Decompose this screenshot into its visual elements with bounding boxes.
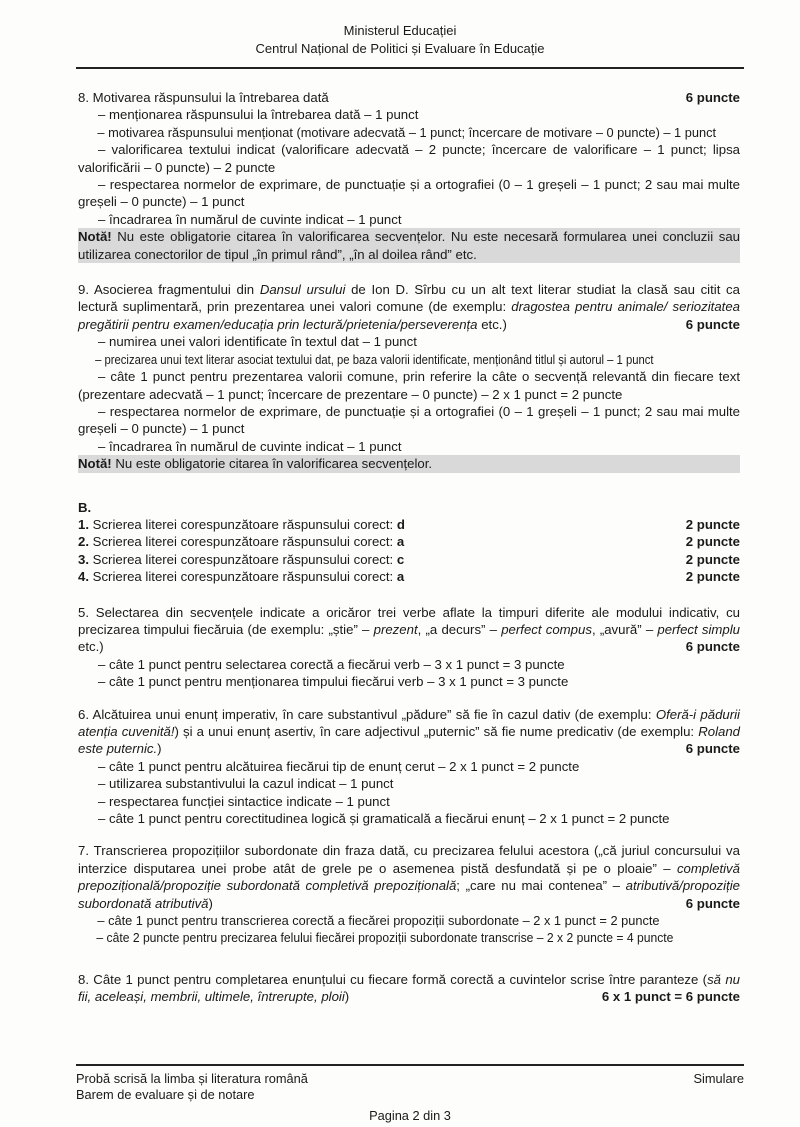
exam-name: Probă scrisă la limba și literatura română — [76, 1071, 308, 1086]
points-value: 6 puncte — [685, 741, 740, 757]
document-body — [0, 89, 800, 1006]
center-name: Centrul Național de Politici și Evaluare în Educație — [255, 40, 545, 56]
answer-letter: c — [396, 551, 405, 567]
item-title — [78, 971, 740, 1006]
criterion-line: – respectarea normelor de exprimare, de punctuație și a ortografiei (0 – 1 greșeli – 1 punct; 2 sau mai multe greșeli – 0 puncte) – 1 punct — [78, 403, 740, 437]
points-value: 2 puncte — [685, 534, 740, 550]
text-segment: 8. Câte 1 punct pentru completarea enunțului cu fiecare formă corectă a cuvintelor scrise între paranteze ( — [78, 971, 708, 987]
italic-segment: Dansul ursului — [259, 282, 346, 298]
criterion-line: – câte 1 punct pentru transcrierea corectă a fiecărei propoziții subordonate – 2 x 1 punct = 2 puncte — [97, 913, 660, 929]
text-segment: ) — [157, 741, 162, 757]
italic-segment: să nu fii, aceleași, membrii, ultimele, întrerupte, ploii — [78, 971, 740, 1005]
document-header — [0, 0, 800, 57]
italic-segment: perfect simplu — [657, 621, 741, 637]
item-title-text: 8. Motivarea răspunsului la întrebarea dată — [78, 90, 329, 105]
answer-row — [78, 533, 740, 550]
criterion-line: – încadrarea în numărul de cuvinte indicat – 1 punct — [98, 211, 402, 227]
section-b — [78, 499, 740, 586]
simulare-label: Simulare — [693, 1071, 744, 1086]
points-value: 6 x 1 punct = 6 puncte — [601, 989, 740, 1005]
italic-segment: atributivă/propoziție subordonată atributivă — [78, 878, 740, 911]
grading-item-b6 — [78, 706, 740, 828]
answer-number: 4. — [78, 569, 89, 585]
criterion-line: – câte 1 punct pentru prezentarea valorii comune, prin referire la câte o secvență relevantă din fiecare text (prezentare adecvată – 1 punct; încercare de prezentare – 0 puncte) – 2 x 1 punct = 2 puncte — [78, 369, 740, 402]
text-segment: ) și a unui enunț asertiv, în care adjectivul „puternic” să fie nume predicativ (de exemplu: — [174, 724, 699, 739]
criterion-line: – câte 1 punct pentru corectitudinea logică și gramaticală a fiecărui enunț – 2 x 1 punct = 2 puncte — [98, 811, 670, 827]
criterion-line: – respectarea normelor de exprimare, de punctuație și a ortografiei (0 – 1 greșeli – 1 punct; 2 sau mai multe greșeli – 0 puncte) – 1 punct — [78, 177, 740, 210]
page-number: Pagina 2 din 3 — [369, 1108, 451, 1123]
note-block — [78, 455, 740, 472]
header-divider — [76, 67, 744, 69]
text-segment: de Ion D. Sîrbu cu un alt text literar studiat la clasă sau citit ca lectură suplimentară, prin prezentarea unei valori comune (de exemplu: — [78, 282, 740, 315]
footer-left — [76, 1071, 308, 1102]
text-segment: ) — [344, 989, 350, 1005]
criterion-line: – câte 1 punct pentru menționarea timpului fiecărui verb – 3 x 1 punct = 3 puncte — [98, 674, 569, 690]
points-value: 6 puncte — [685, 316, 740, 332]
text-segment: 7. Transcrierea propozițiilor subordonate din fraza dată, cu precizarea felului acestora („că juriul concursului va interzice disputarea unei probe atât de grele pe o asemenea pistă desfundată și pe o ploaie” – — [78, 843, 740, 876]
grading-item-a8 — [78, 89, 740, 263]
item-title — [78, 604, 740, 656]
criterion-line: – menționarea răspunsului la întrebarea dată – 1 punct — [98, 107, 419, 123]
italic-segment: Roland este puternic. — [78, 724, 741, 757]
points-value: 6 puncte — [685, 90, 740, 105]
italic-segment: completivă prepozițională/propoziție subordonată completivă prepozițională — [78, 860, 740, 894]
answer-row — [78, 551, 740, 568]
answer-row — [78, 568, 740, 585]
criterion-line: – precizarea unui text literar asociat textului dat, pe baza valorii identificate, menționând titlul și autorul – 1 punct — [95, 351, 654, 367]
item-title — [78, 706, 740, 758]
points-value: 2 puncte — [685, 551, 740, 567]
criterion-line: – respectarea funcției sintactice indicate – 1 punct — [98, 793, 390, 809]
answer-text: Scrierea literei corespunzătoare răspunsului corect: — [89, 551, 397, 567]
text-segment: 9. Asocierea fragmentului din — [78, 282, 260, 298]
criterion-line: – câte 2 puncte pentru precizarea felului fiecărei propoziții subordonate transcrise – 2 x 2 puncte = 4 puncte — [96, 930, 674, 946]
answer-text: Scrierea literei corespunzătoare răspunsului corect: — [89, 534, 397, 550]
grading-item-b8 — [78, 971, 740, 1006]
italic-segment: dragostea pentru animale/ seriozitatea pregătirii pentru examen/educația prin lectură/prietenia/perseverența — [78, 299, 740, 332]
text-segment: 6. Alcătuirea unui enunț imperativ, în care substantivul „pădure” să fie în cazul dativ (de exemplu: — [78, 706, 656, 722]
text-segment: etc.) — [477, 316, 507, 332]
text-segment: 5. Selectarea din secvențele indicate a oricăror trei verbe aflate la timpuri diferite ale modului indicativ, cu precizarea timpului fiecăruia (de exemplu: „știe” – — [78, 604, 740, 637]
answer-letter: d — [396, 516, 405, 532]
answer-letter: a — [396, 569, 405, 585]
answer-row — [78, 516, 740, 533]
page-footer — [76, 1064, 744, 1124]
note-label: Notă! — [78, 456, 112, 472]
grading-item-a9 — [78, 281, 740, 472]
criterion-line: – câte 1 punct pentru selectarea corectă a fiecărui verb – 3 x 1 punct = 3 puncte — [98, 656, 565, 672]
item-title — [78, 89, 740, 106]
answer-number: 2. — [78, 534, 89, 550]
text-segment: , „avură” – — [591, 621, 658, 637]
item-title — [78, 842, 740, 912]
grading-item-b5 — [78, 604, 740, 691]
note-text: Nu este obligatorie citarea în valorificarea secvențelor. — [111, 456, 433, 472]
italic-segment: Oferă-i pădurii atenția cuvenită! — [78, 706, 740, 739]
criterion-line: – încadrarea în numărul de cuvinte indicat – 1 punct — [98, 438, 402, 454]
text-segment: , „a decurs” – — [417, 621, 502, 637]
note-label: Notă! — [78, 229, 112, 245]
section-b-label: B. — [78, 499, 92, 515]
criterion-line: – utilizarea substantivului la cazul indicat – 1 punct — [98, 776, 394, 792]
note-text: Nu este obligatorie citarea în valorificarea secvențelor. Nu este necesară formularea unei concluzii sau utilizarea conectorilor de tipul „în primul rând”, „în al doilea rând” etc. — [78, 229, 740, 262]
grading-item-b7 — [78, 842, 740, 946]
italic-segment: prezent — [373, 621, 418, 637]
criterion-line: – motivarea răspunsului menționat (motivare adecvată – 1 punct; încercare de motivare – 0 puncte) – 1 punct — [97, 124, 717, 140]
text-segment: ) — [208, 895, 213, 911]
points-value: 6 puncte — [685, 639, 740, 655]
item-title — [78, 281, 740, 333]
answer-number: 1. — [78, 516, 89, 532]
barem-name: Barem de evaluare și de notare — [76, 1086, 255, 1102]
answer-text: Scrierea literei corespunzătoare răspunsului corect: — [89, 516, 397, 532]
text-segment: ; „care nu mai contenea” – — [456, 878, 626, 894]
answer-letter: a — [396, 534, 405, 550]
points-value: 6 puncte — [685, 895, 740, 911]
ministry-name: Ministerul Educației — [343, 23, 457, 38]
note-block — [78, 228, 740, 263]
italic-segment: perfect compus — [501, 621, 592, 637]
criterion-line: – valorificarea textului indicat (valorificare adecvată – 2 puncte; încercare de valorificare – 1 punct; lipsa valorificării – 0 puncte) – 2 puncte — [78, 142, 740, 175]
points-value: 2 puncte — [685, 516, 740, 532]
criterion-line: – câte 1 punct pentru alcătuirea fiecărui tip de enunț cerut – 2 x 1 punct = 2 puncte — [98, 758, 580, 774]
criterion-line: – numirea unei valori identificate în textul dat – 1 punct — [98, 334, 417, 350]
text-segment: etc.) — [78, 639, 104, 655]
answer-text: Scrierea literei corespunzătoare răspunsului corect: — [89, 569, 397, 585]
answer-number: 3. — [78, 551, 89, 567]
points-value: 2 puncte — [685, 569, 740, 585]
